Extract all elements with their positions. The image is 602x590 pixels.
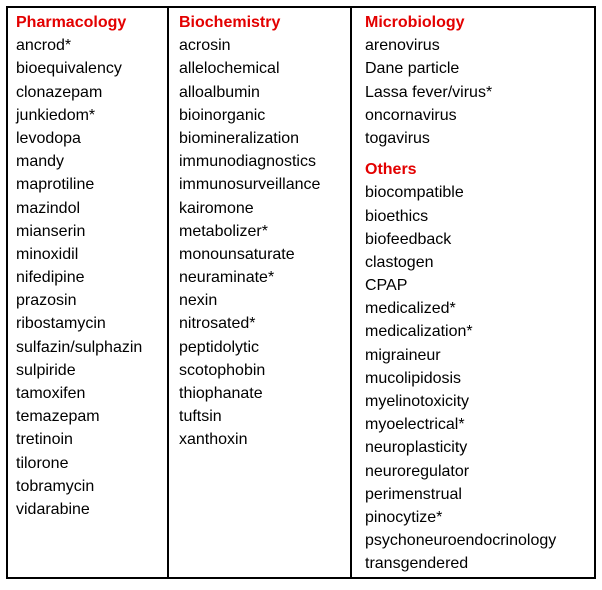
list-item: tobramycin <box>16 477 95 495</box>
list-item: medicalized* <box>365 300 456 318</box>
list-item: biomineralization <box>179 129 300 147</box>
list-item: myelinotoxicity <box>365 393 470 410</box>
list-item: bioethics <box>365 207 429 225</box>
list-item: thiophanate <box>179 385 263 402</box>
list-item: minoxidil <box>16 245 79 263</box>
list-others <box>365 181 594 575</box>
column-microbiology-others <box>352 8 594 577</box>
heading-biochemistry: Biochemistry <box>179 14 281 31</box>
list-item: medicalization* <box>365 323 473 341</box>
list-item: bioinorganic <box>179 106 266 124</box>
list-item: tilorone <box>16 454 69 472</box>
list-item: perimenstrual <box>365 485 462 503</box>
list-item: mandy <box>16 153 65 171</box>
list-item: togavirus <box>365 129 430 147</box>
list-item: junkiedom* <box>16 106 96 124</box>
list-item: tamoxifen <box>16 385 86 402</box>
list-item: nexin <box>179 292 218 310</box>
list-item: neuraminate* <box>179 269 275 287</box>
list-item: monounsaturate <box>179 245 295 263</box>
heading-pharmacology: Pharmacology <box>16 14 127 31</box>
list-item: allelochemical <box>179 60 280 78</box>
list-item: Lassa fever/virus* <box>365 83 493 101</box>
list-item: tretinoin <box>16 431 73 449</box>
list-item: biofeedback <box>365 230 452 248</box>
list-item: sulfazin/sulphazin <box>16 338 143 356</box>
list-item: xanthoxin <box>179 431 248 449</box>
list-item: biocompatible <box>365 184 464 202</box>
column-pharmacology <box>8 8 169 577</box>
list-item: acrosin <box>179 37 231 55</box>
list-item: tuftsin <box>179 408 222 426</box>
list-item: alloalbumin <box>179 83 260 101</box>
list-pharmacology <box>16 34 167 521</box>
heading-microbiology: Microbiology <box>365 14 465 31</box>
list-item: ribostamycin <box>16 315 106 333</box>
list-item: bioequivalency <box>16 60 122 78</box>
list-item: immunosurveillance <box>179 176 321 194</box>
list-item: CPAP <box>365 277 408 295</box>
list-item: neuroplasticity <box>365 439 468 457</box>
list-item: transgendered <box>365 555 469 573</box>
list-biochemistry <box>179 34 350 451</box>
list-item: mucolipidosis <box>365 369 462 387</box>
list-item: prazosin <box>16 292 77 310</box>
list-item: levodopa <box>16 129 81 147</box>
list-item: kairomone <box>179 199 254 217</box>
terms-table <box>6 6 596 579</box>
list-item: psychoneuroendocrinology <box>365 532 557 550</box>
list-item: nitrosated* <box>179 315 256 333</box>
list-item: temazepam <box>16 408 100 426</box>
list-microbiology <box>365 34 594 150</box>
list-item: nifedipine <box>16 269 85 287</box>
column-biochemistry <box>169 8 352 577</box>
section-gap <box>365 150 594 158</box>
list-item: peptidolytic <box>179 338 260 356</box>
list-item: clastogen <box>365 253 434 271</box>
list-item: pinocytize* <box>365 508 443 526</box>
list-item: immunodiagnostics <box>179 153 316 171</box>
list-item: sulpiride <box>16 361 76 379</box>
heading-others: Others <box>365 161 417 179</box>
list-item: migraineur <box>365 346 441 364</box>
list-item: ancrod* <box>16 37 72 55</box>
list-item: oncornavirus <box>365 106 457 124</box>
list-item: mianserin <box>16 222 86 240</box>
list-item: myoelectrical* <box>365 416 465 434</box>
list-item: maprotiline <box>16 176 95 194</box>
list-item: vidarabine <box>16 500 90 518</box>
list-item: mazindol <box>16 199 81 217</box>
list-item: clonazepam <box>16 83 103 101</box>
list-item: arenovirus <box>365 37 440 55</box>
list-item: Dane particle <box>365 60 460 78</box>
list-item: scotophobin <box>179 361 266 379</box>
list-item: metabolizer* <box>179 222 268 240</box>
list-item: neuroregulator <box>365 462 470 480</box>
